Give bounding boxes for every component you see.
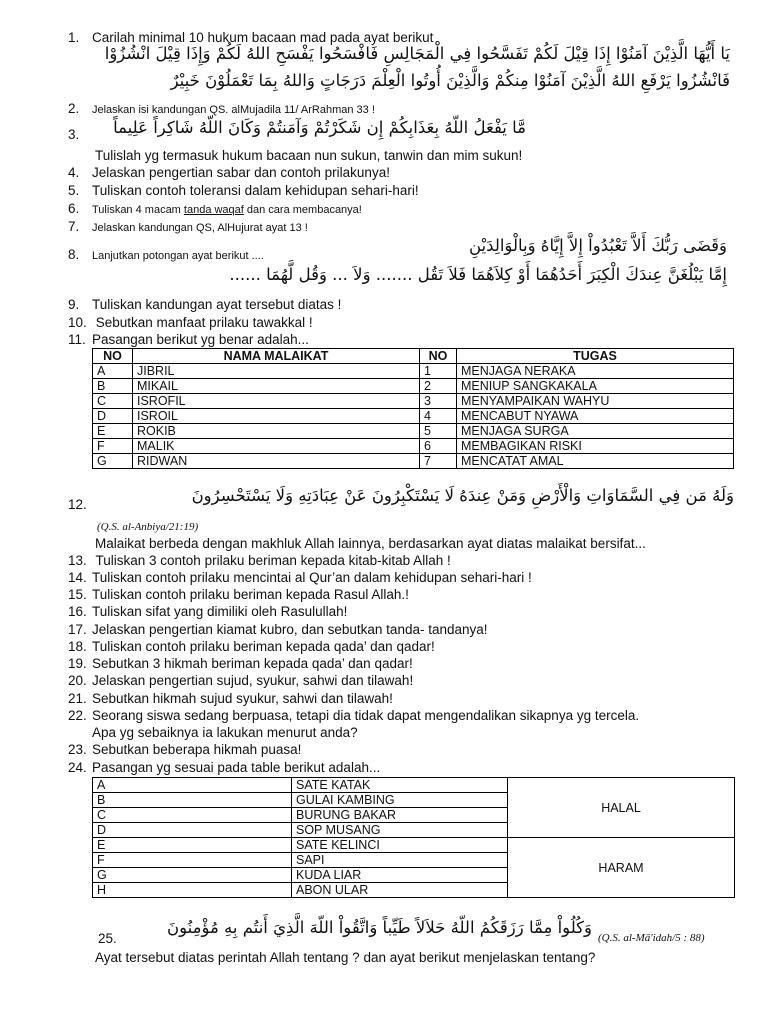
food-name: SAPI	[292, 853, 508, 868]
question-number: 17.	[68, 622, 87, 637]
question-12	[68, 497, 92, 513]
question-20	[68, 673, 413, 689]
table-header-row	[93, 349, 734, 364]
malaikat-name: JIBRIL	[133, 364, 420, 379]
question-12-text: Malaikat berbeda dengan makhluk Allah lainnya, berdasarkan ayat diatas malaikat bersifat...	[95, 536, 646, 551]
row-letter: G	[93, 868, 292, 883]
question-9	[68, 297, 341, 313]
row-letter: E	[93, 424, 133, 439]
haram-label: HARAM	[508, 838, 735, 898]
header-nama-malaikat: NAMA MALAIKAT	[133, 349, 420, 364]
question-number: 12.	[68, 497, 87, 512]
task-number: 5	[420, 424, 457, 439]
malaikat-name: MIKAIL	[133, 379, 420, 394]
question-25	[68, 931, 122, 947]
row-letter: G	[93, 454, 133, 469]
question-25-text: Ayat tersebut diatas perintah Allah tentang ? dan ayat berikut menjelaskan tentang?	[95, 950, 596, 965]
table-row	[93, 454, 734, 469]
header-tugas: TUGAS	[457, 349, 734, 364]
question-text: Pasangan yg sesuai pada table berikut adalah...	[92, 760, 381, 775]
question-number: 10.	[68, 315, 87, 330]
question-3-text: Tulislah yg termasuk hukum bacaan nun sukun, tanwin dan mim sukun!	[95, 148, 523, 163]
table-row	[93, 439, 734, 454]
row-letter: E	[93, 838, 292, 853]
question-2	[68, 101, 375, 118]
task-number: 2	[420, 379, 457, 394]
food-name: KUDA LIAR	[292, 868, 508, 883]
question-text: Tuliskan 3 contoh prilaku beriman kepada kitab-kitab Allah !	[92, 553, 451, 568]
table-row	[93, 838, 735, 853]
task-name: MENJAGA NERAKA	[457, 364, 734, 379]
header-no-2: NO	[420, 349, 457, 364]
arabic-verse-q25: وَكُلُواْ مِمَّا رَزَقَكُمُ اللّهُ حَلاَلاً طَيِّباً وَاتَّقُواْ اللّهَ الَّذِيَ أَنتُم بِهِ مُؤْمِنُونَ	[166, 918, 592, 937]
food-name: BURUNG BAKAR	[292, 808, 508, 823]
question-text: Sebutkan hikmah sujud syukur, sahwi dan tilawah!	[92, 691, 393, 706]
table-row	[93, 379, 734, 394]
question-10	[68, 315, 313, 331]
question-text: Tuliskan kandungan ayat tersebut diatas !	[92, 297, 342, 312]
question-text: Tuliskan sifat yang dimiliki oleh Rasulullah!	[92, 604, 348, 619]
halal-label: HALAL	[508, 778, 735, 838]
question-23	[68, 742, 301, 758]
question-number: 20.	[68, 673, 87, 688]
question-text: Sebutkan manfaat prilaku tawakkal !	[92, 315, 313, 330]
question-5	[68, 183, 419, 199]
arabic-verse-q1-line2: فَانْشُزُوا يَرْفَعِ اللهُ الَّذِيْنَ آمَنُوْا مِنكُمْ وَالَّذِيْنَ أُوتُوا الْعِلْمَ دَرَجَاتٍ وَاللهُ بِمَا تَعْمَلُوْنَ خَبِيْرٌ	[170, 71, 730, 90]
malaikat-name: ROKIB	[133, 424, 420, 439]
question-number: 25.	[98, 931, 117, 946]
question-number: 8.	[68, 247, 80, 262]
verse-reference-q25: (Q.S. al-Mā'idah/5 : 88)	[598, 932, 705, 944]
question-number: 23.	[68, 742, 87, 757]
question-number: 5.	[68, 183, 80, 198]
question-number: 3.	[68, 127, 80, 142]
halal-haram-table	[92, 777, 735, 898]
question-8	[68, 247, 264, 264]
question-7	[68, 219, 308, 236]
question-text: Pasangan berikut yg benar adalah...	[92, 332, 309, 347]
question-text: Jelaskan pengertian sujud, syukur, sahwi dan tilawah!	[92, 673, 414, 688]
question-18	[68, 639, 435, 655]
question-text: Tuliskan contoh prilaku beriman kepada Rasul Allah.!	[92, 587, 409, 602]
question-text: Jelaskan pengertian kiamat kubro, dan sebutkan tanda- tandanya!	[92, 622, 488, 637]
question-number: 4.	[68, 165, 80, 180]
task-name: MENYAMPAIKAN WAHYU	[457, 394, 734, 409]
underlined-term: tanda waqaf	[183, 204, 244, 216]
question-number: 9.	[68, 297, 80, 312]
task-number: 7	[420, 454, 457, 469]
malaikat-name: RIDWAN	[133, 454, 420, 469]
question-number: 24.	[68, 760, 87, 775]
question-number: 14.	[68, 570, 87, 585]
task-number: 4	[420, 409, 457, 424]
task-name: MENCABUT NYAWA	[457, 409, 734, 424]
task-name: MENIUP SANGKAKALA	[457, 379, 734, 394]
question-number: 13.	[68, 553, 87, 568]
verse-reference-q12: (Q.S. al-Anbiya/21:19)	[97, 521, 199, 533]
question-4	[68, 165, 390, 181]
question-text-pre: Tuliskan 4 macam	[92, 204, 184, 216]
task-name: MENJAGA SURGA	[457, 424, 734, 439]
row-letter: B	[93, 379, 133, 394]
question-13	[68, 553, 451, 569]
question-22	[68, 708, 639, 724]
header-no: NO	[93, 349, 133, 364]
question-16	[68, 604, 347, 620]
question-text: Lanjutkan potongan ayat berikut ....	[92, 250, 264, 262]
row-letter: C	[93, 808, 292, 823]
question-text-post: dan cara membacanya!	[243, 204, 362, 216]
malaikat-name: MALIK	[133, 439, 420, 454]
task-name: MEMBAGIKAN RISKI	[457, 439, 734, 454]
question-14	[68, 570, 532, 586]
question-text: Jelaskan pengertian sabar dan contoh prilakunya!	[92, 165, 390, 180]
question-number: 18.	[68, 639, 87, 654]
malaikat-table	[92, 348, 734, 469]
question-3	[68, 127, 92, 143]
arabic-verse-q8-line1: وَقَضَى رَبُّكَ أَلاَّ تَعْبُدُواْ إِلاَّ إِيَّاهُ وَبِالْوَالِدَيْنِ	[469, 236, 727, 255]
arabic-verse-q3: مَّا يَفْعَلُ اللّهُ بِعَذَابِكُمْ إِن شَكَرْتُمْ وَآمَنتُمْ وَكَانَ اللّهُ شَاكِراً عَلِيماً	[113, 118, 526, 137]
task-name: MENCATAT AMAL	[457, 454, 734, 469]
question-22-text-2: Apa yg sebaiknya ia lakukan menurut anda?	[92, 725, 358, 740]
question-text: Tuliskan contoh prilaku beriman kepada qada’ dan qadar!	[92, 639, 435, 654]
row-letter: F	[93, 439, 133, 454]
question-text: Carilah minimal 10 hukum bacaan mad pada ayat berikut	[92, 30, 434, 45]
question-number: 16.	[68, 604, 87, 619]
question-text: Tuliskan contoh toleransi dalam kehidupan sehari-hari!	[92, 183, 419, 198]
task-number: 1	[420, 364, 457, 379]
row-letter: A	[93, 778, 292, 793]
food-name: SATE KELINCI	[292, 838, 508, 853]
question-text: Sebutkan 3 hikmah beriman kepada qada’ dan qadar!	[92, 656, 413, 671]
table-row	[93, 409, 734, 424]
food-name: GULAI KAMBING	[292, 793, 508, 808]
food-name: SATE KATAK	[292, 778, 508, 793]
question-21	[68, 691, 393, 707]
row-letter: D	[93, 409, 133, 424]
question-number: 19.	[68, 656, 87, 671]
question-number: 6.	[68, 201, 80, 216]
row-letter: B	[93, 793, 292, 808]
question-15	[68, 587, 409, 603]
task-number: 3	[420, 394, 457, 409]
question-text: Seorang siswa sedang berpuasa, tetapi dia tidak dapat mengendalikan sikapnya yg tercela.	[92, 708, 640, 723]
question-11	[68, 332, 309, 348]
question-6	[68, 201, 362, 218]
food-name: SOP MUSANG	[292, 823, 508, 838]
question-number: 21.	[68, 691, 87, 706]
question-text: Sebutkan beberapa hikmah puasa!	[92, 742, 302, 757]
row-letter: F	[93, 853, 292, 868]
row-letter: H	[93, 883, 292, 898]
question-number: 15.	[68, 587, 87, 602]
row-letter: A	[93, 364, 133, 379]
table-row	[93, 424, 734, 439]
question-number: 1.	[68, 30, 80, 45]
question-19	[68, 656, 413, 672]
malaikat-name: ISROFIL	[133, 394, 420, 409]
question-number: 2.	[68, 101, 80, 116]
arabic-verse-q8-line2: إِمَّا يَبْلُغَنَّ عِندَكَ الْكِبَرَ أَحَدُهُمَا أَوْ كِلاَهُمَا فَلاَ تَقُل ....... وَلاَ ... وَقُل لَّهُمَا ......	[229, 265, 727, 284]
table-row	[93, 394, 734, 409]
food-name: ABON ULAR	[292, 883, 508, 898]
question-text: Jelaskan kandungan QS, AlHujurat ayat 13 !	[92, 222, 308, 234]
question-number: 22.	[68, 708, 87, 723]
arabic-verse-q1-line1: يَا أَيُّهَا الَّذِيْنَ آمَنُوْا إِذَا قِيْلَ لَكُمْ تَفَسَّحُوا فِي الْمَجَالِسِ فَافْسَحُوا يَفْسَحِ اللهُ لَكُمْ وَإِذَا قِيْلَ انْشُزُوْا	[104, 44, 730, 63]
malaikat-name: ISROIL	[133, 409, 420, 424]
arabic-verse-q12: وَلَهُ مَن فِي السَّمَاوَاتِ وَالْأَرْضِ وَمَنْ عِندَهُ لَا يَسْتَكْبِرُونَ عَنْ عِبَادَتِهِ وَلَا يَسْتَحْسِرُونَ	[191, 486, 734, 505]
question-number: 7.	[68, 219, 80, 234]
question-text: Jelaskan isi kandungan QS. alMujadila 11/ ArRahman 33 !	[92, 104, 375, 116]
row-letter: D	[93, 823, 292, 838]
table-row	[93, 364, 734, 379]
question-24	[68, 760, 380, 776]
row-letter: C	[93, 394, 133, 409]
question-text: Tuliskan contoh prilaku mencintai al Qur’an dalam kehidupan sehari-hari !	[92, 570, 532, 585]
table-row	[93, 778, 735, 793]
task-number: 6	[420, 439, 457, 454]
question-17	[68, 622, 488, 638]
question-number: 11.	[68, 332, 86, 347]
